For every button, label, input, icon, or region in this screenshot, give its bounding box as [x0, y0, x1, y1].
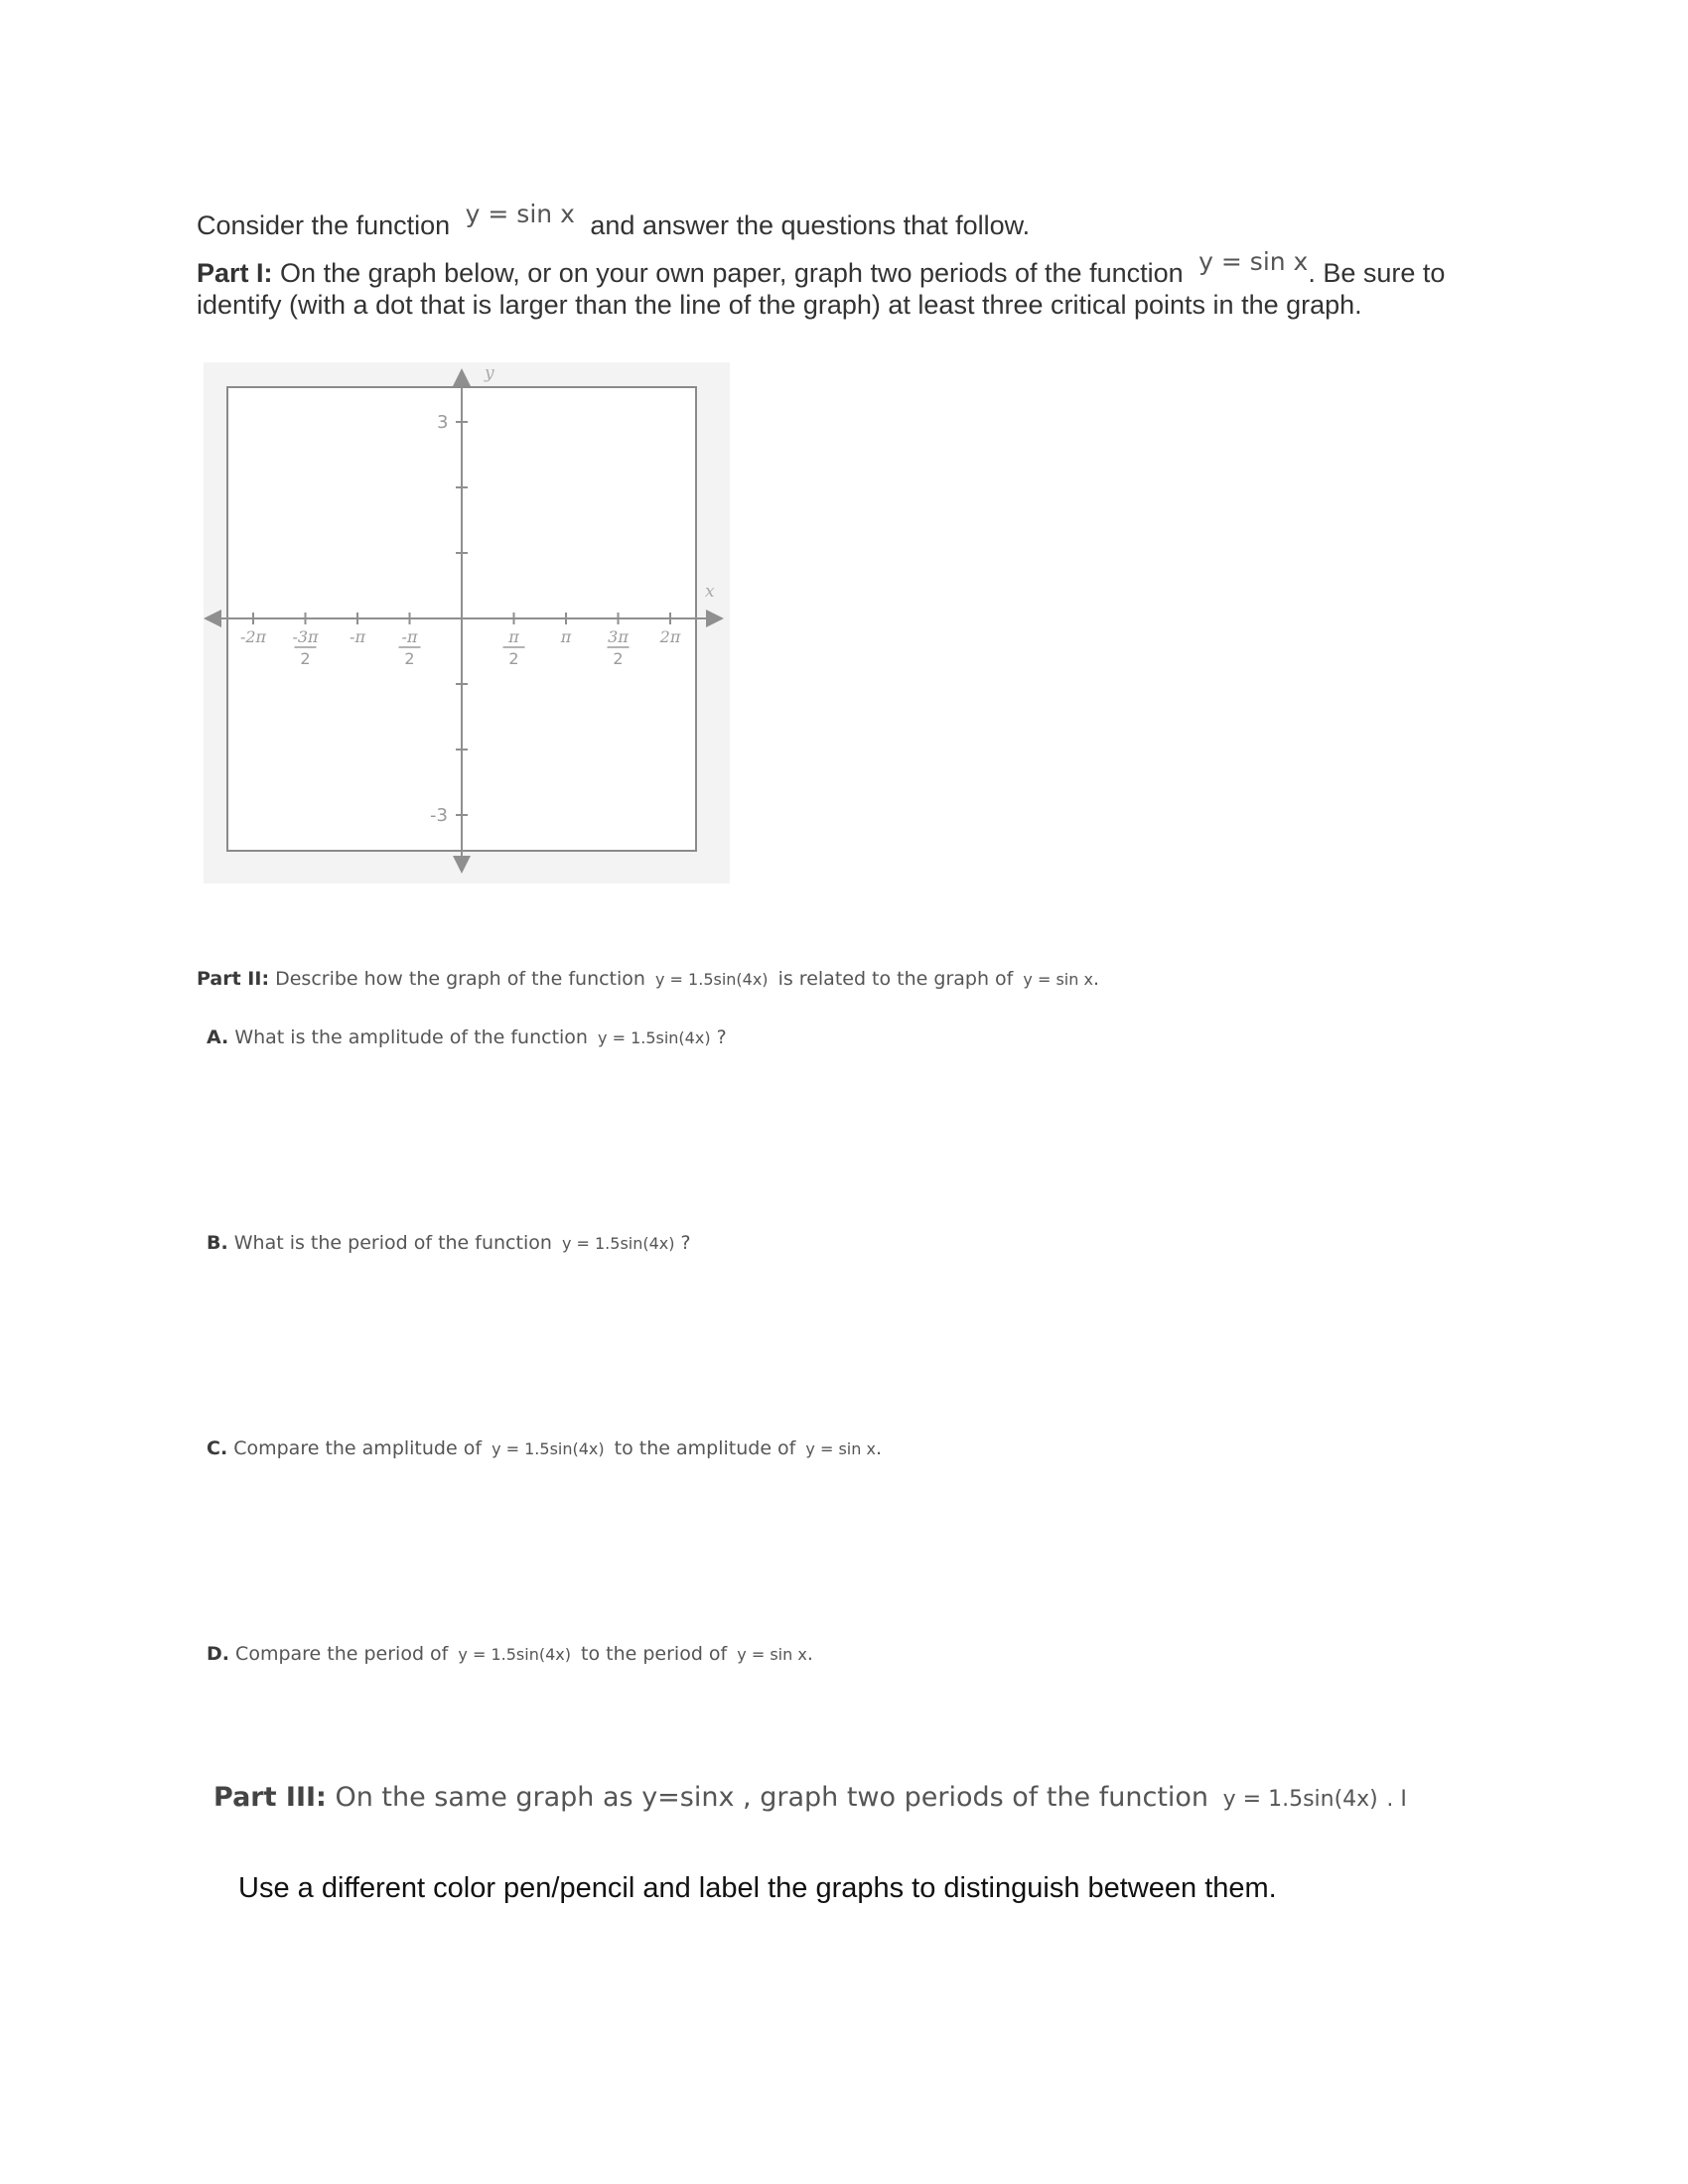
x-tick-label-numerator: -2π: [239, 627, 267, 646]
question-c-end: .: [875, 1437, 882, 1459]
question-c-text-a: Compare the amplitude of: [233, 1437, 483, 1459]
question-c: [207, 1437, 882, 1459]
part2-end: .: [1092, 968, 1099, 990]
part2-text-b: is related to the graph of: [777, 968, 1014, 990]
part1-line2: identify (with a dot that is larger than the line of the graph) at least three critical points in the graph.: [197, 290, 1362, 320]
question-a-label: A.: [207, 1026, 229, 1048]
part1-label: Part I:: [197, 258, 273, 288]
x-tick-label-numerator: -3π: [292, 627, 319, 646]
part2-line: [197, 968, 1099, 990]
x-tick-label-numerator: 2π: [659, 627, 681, 646]
x-tick-label: [560, 627, 572, 646]
part2-function-a: y = 1.5sin(4x): [655, 970, 769, 989]
question-d: [207, 1643, 813, 1665]
question-a-function: y = 1.5sin(4x): [598, 1028, 711, 1047]
part1-function: y = sin x: [1198, 247, 1309, 276]
question-b-text: What is the period of the function: [233, 1232, 552, 1254]
coordinate-grid[interactable]: [204, 362, 730, 884]
question-d-function-b: y = sin x: [737, 1645, 807, 1664]
x-tick-label-denominator: 2: [508, 649, 519, 668]
question-c-function-a: y = 1.5sin(4x): [492, 1439, 605, 1458]
x-tick-label-numerator: π: [560, 627, 572, 646]
question-d-text-b: to the period of: [581, 1643, 728, 1665]
part3-end: . I: [1386, 1787, 1407, 1812]
question-c-function-b: y = sin x: [805, 1439, 876, 1458]
y-axis-label: y: [485, 363, 494, 383]
question-b: [207, 1232, 691, 1254]
x-tick-label-denominator: 2: [300, 649, 311, 668]
question-c-text-b: to the amplitude of: [614, 1437, 796, 1459]
question-b-function: y = 1.5sin(4x): [561, 1234, 675, 1253]
y-top-label: 3: [437, 412, 449, 433]
question-d-end: .: [806, 1643, 813, 1665]
question-b-end: ?: [680, 1232, 691, 1254]
question-a-text: What is the amplitude of the function: [234, 1026, 588, 1048]
intro-function: y = sin x: [465, 200, 575, 228]
x-tick-label: [659, 627, 681, 646]
part2-text-a: Describe how the graph of the function: [275, 968, 645, 990]
x-tick-label-denominator: 2: [404, 649, 415, 668]
question-d-label: D.: [207, 1643, 229, 1665]
closing-instruction: Use a different color pen/pencil and label the graphs to distinguish between them.: [238, 1872, 1277, 1904]
part3-function: y = 1.5sin(4x): [1222, 1787, 1378, 1812]
x-axis-label: x: [705, 582, 715, 602]
intro-after: and answer the questions that follow.: [590, 210, 1031, 240]
question-c-label: C.: [207, 1437, 228, 1459]
part1-text-a: On the graph below, or on your own paper, graph two periods of the function: [280, 258, 1184, 288]
y-bottom-label: -3: [430, 805, 448, 826]
x-tick-label: [240, 627, 267, 646]
part1-line1: [197, 247, 1446, 289]
part2-function-b: y = sin x: [1023, 970, 1093, 989]
part2-label: Part II:: [197, 968, 270, 990]
question-b-label: B.: [207, 1232, 228, 1254]
x-tick-label: [350, 627, 365, 646]
x-tick-label-denominator: 2: [613, 649, 624, 668]
question-a: [207, 1026, 727, 1048]
question-d-function-a: y = 1.5sin(4x): [458, 1645, 571, 1664]
x-tick-label-numerator: π: [508, 627, 519, 646]
x-tick-label-numerator: -π: [350, 627, 365, 646]
part3-text: On the same graph as y=sinx , graph two periods of the function: [335, 1782, 1209, 1813]
part3-line: [213, 1782, 1407, 1813]
question-a-end: ?: [716, 1026, 727, 1048]
x-tick-label-numerator: 3π: [608, 627, 629, 646]
intro-line: [197, 200, 1031, 241]
x-tick-label-numerator: -π: [401, 627, 418, 646]
intro-before: Consider the function: [197, 210, 451, 240]
part1-text-b: . Be sure to: [1308, 258, 1446, 288]
part3-label: Part III:: [213, 1782, 327, 1813]
question-d-text-a: Compare the period of: [235, 1643, 449, 1665]
